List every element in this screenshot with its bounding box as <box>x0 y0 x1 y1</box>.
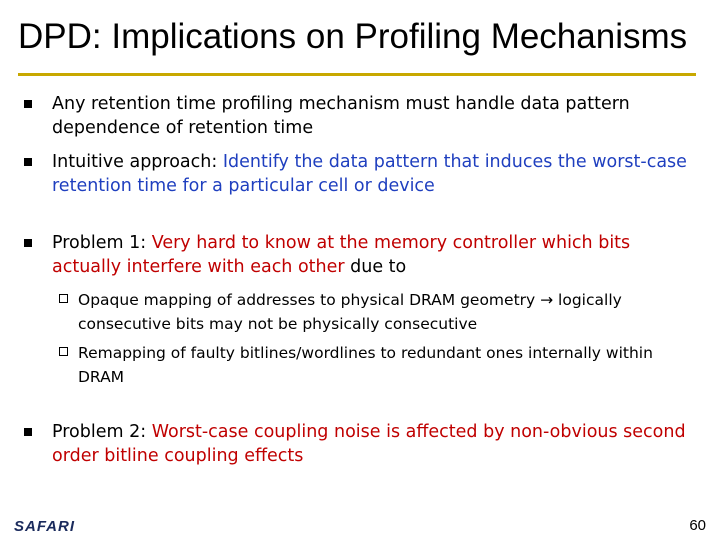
hollow-square-bullet-icon <box>59 347 68 356</box>
square-bullet-icon <box>24 428 32 436</box>
safari-logo: SAFARI <box>14 518 76 535</box>
bullet-highlight: Very hard to know at the memory controller which bits actually interfere with each other <box>52 233 631 277</box>
bullet-text: Any retention time profiling mechanism must handle data pattern dependence of retention time <box>52 94 630 138</box>
hollow-square-bullet-icon <box>59 294 68 303</box>
subbullet-text: Opaque mapping of addresses to physical DRAM geometry <box>78 291 541 309</box>
right-arrow-icon: → <box>540 291 554 309</box>
subbullet-remapping <box>58 341 678 389</box>
subbullet-text-cont: logically consecutive bits may not be physically consecutive <box>78 291 622 333</box>
square-bullet-icon <box>24 158 32 166</box>
subbullet-text: Remapping of faulty bitlines/wordlines to redundant ones internally within DRAM <box>78 344 653 386</box>
bullet-prefix: Intuitive approach: <box>52 152 223 172</box>
bullet-retention-profiling <box>18 92 698 140</box>
bullet-problem-2 <box>18 420 698 468</box>
bullet-prefix: Problem 2: <box>52 422 152 442</box>
bullet-suffix: due to <box>344 257 407 277</box>
bullet-problem-1 <box>18 231 698 279</box>
bullet-prefix: Problem 1: <box>52 233 152 253</box>
bullet-intuitive-approach <box>18 150 698 198</box>
page-number: 60 <box>689 517 706 534</box>
title-underline <box>18 73 696 76</box>
bullet-highlight: Identify the data pattern that induces the worst-case retention time for a particular cell or device <box>52 152 687 196</box>
slide-title: DPD: Implications on Profiling Mechanisms <box>18 17 688 56</box>
subbullet-opaque-mapping <box>58 288 678 336</box>
square-bullet-icon <box>24 239 32 247</box>
square-bullet-icon <box>24 100 32 108</box>
bullet-highlight: Worst-case coupling noise is affected by non-obvious second order bitline coupling effects <box>52 422 686 466</box>
